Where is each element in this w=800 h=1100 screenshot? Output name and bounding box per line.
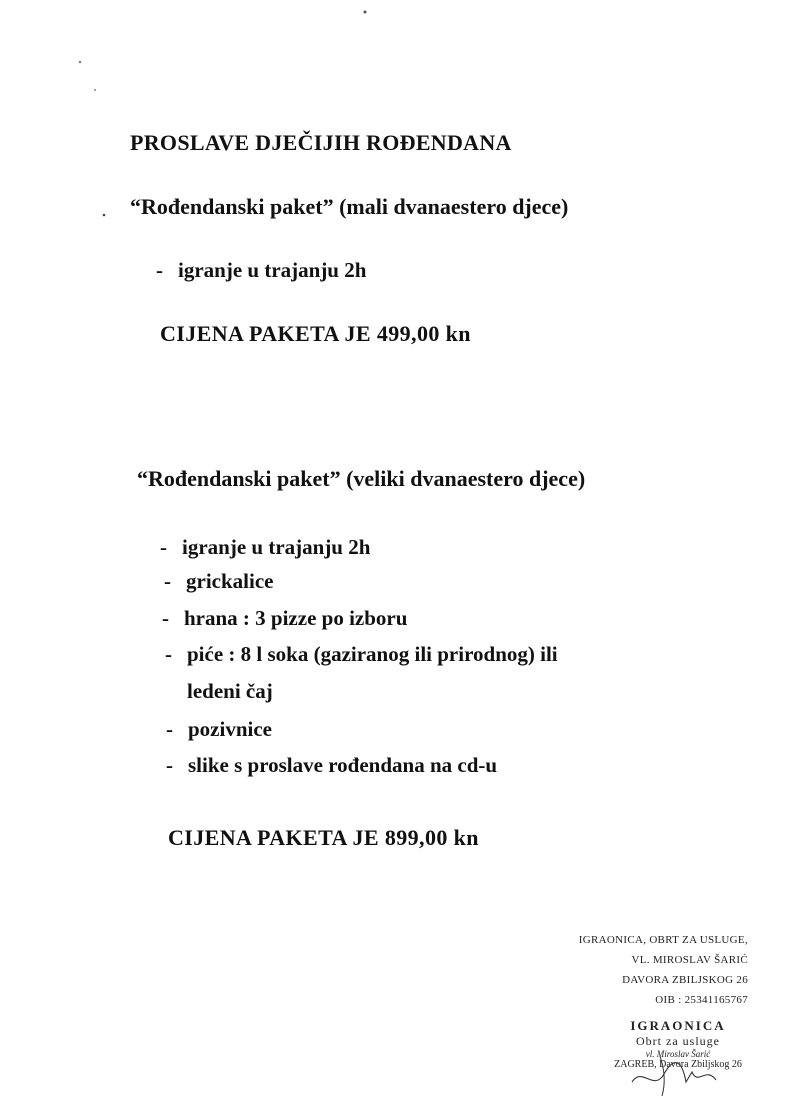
list-item-text: ledeni čaj (187, 679, 273, 703)
list-dash: - (160, 535, 167, 559)
stamp-line: IGRAONICA (630, 1018, 726, 1033)
small-package-heading: “Rođendanski paket” (mali dvanaestero djece) (130, 194, 569, 219)
address-line: OIB : 25341165767 (655, 994, 748, 1006)
list-item-text: hrana : 3 pizze po izboru (184, 606, 408, 630)
list-dash: - (166, 717, 173, 741)
list-item (166, 717, 272, 742)
address-line: IGRAONICA, OBRT ZA USLUGE, (578, 934, 748, 946)
small-package-price: CIJENA PAKETA JE 499,00 kn (160, 321, 471, 346)
list-item-text: piće : 8 l soka (gaziranog ili prirodnog) ili (187, 642, 558, 666)
list-dash: - (166, 753, 173, 777)
handwritten-signature (620, 1052, 730, 1097)
list-dash: - (165, 642, 172, 666)
address-line: DAVORA ZBILJSKOG 26 (622, 974, 748, 986)
large-package-price: CIJENA PAKETA JE 899,00 kn (168, 825, 479, 850)
stamp-line: Obrt za usluge (636, 1034, 720, 1048)
list-item (162, 606, 407, 631)
list-item (156, 258, 366, 283)
list-dash: - (162, 606, 169, 630)
list-item-text: slike s proslave rođendana na cd-u (188, 753, 498, 777)
list-item (160, 535, 370, 560)
list-item-text: grickalice (186, 569, 274, 593)
list-item (165, 642, 558, 667)
list-dash: - (156, 258, 163, 282)
business-address-block (579, 930, 748, 1010)
page-title: PROSLAVE DJEČIJIH ROĐENDANA (130, 130, 512, 155)
list-item (166, 753, 497, 778)
large-package-heading: “Rođendanski paket” (veliki dvanaestero djece) (137, 466, 586, 491)
list-item (164, 569, 273, 594)
stamp-line: vl. Miroslav Šarić (645, 1049, 711, 1059)
list-item-text: pozivnice (188, 717, 272, 741)
list-item-text: igranje u trajanju 2h (178, 258, 367, 282)
stamp-line: ZAGREB, Davora Zbiljskog 26 (614, 1059, 742, 1070)
list-item-continuation (187, 679, 273, 704)
address-line: VL. MIROSLAV ŠARIĆ (631, 954, 748, 966)
list-dash: - (164, 569, 171, 593)
list-item-text: igranje u trajanju 2h (182, 535, 371, 559)
